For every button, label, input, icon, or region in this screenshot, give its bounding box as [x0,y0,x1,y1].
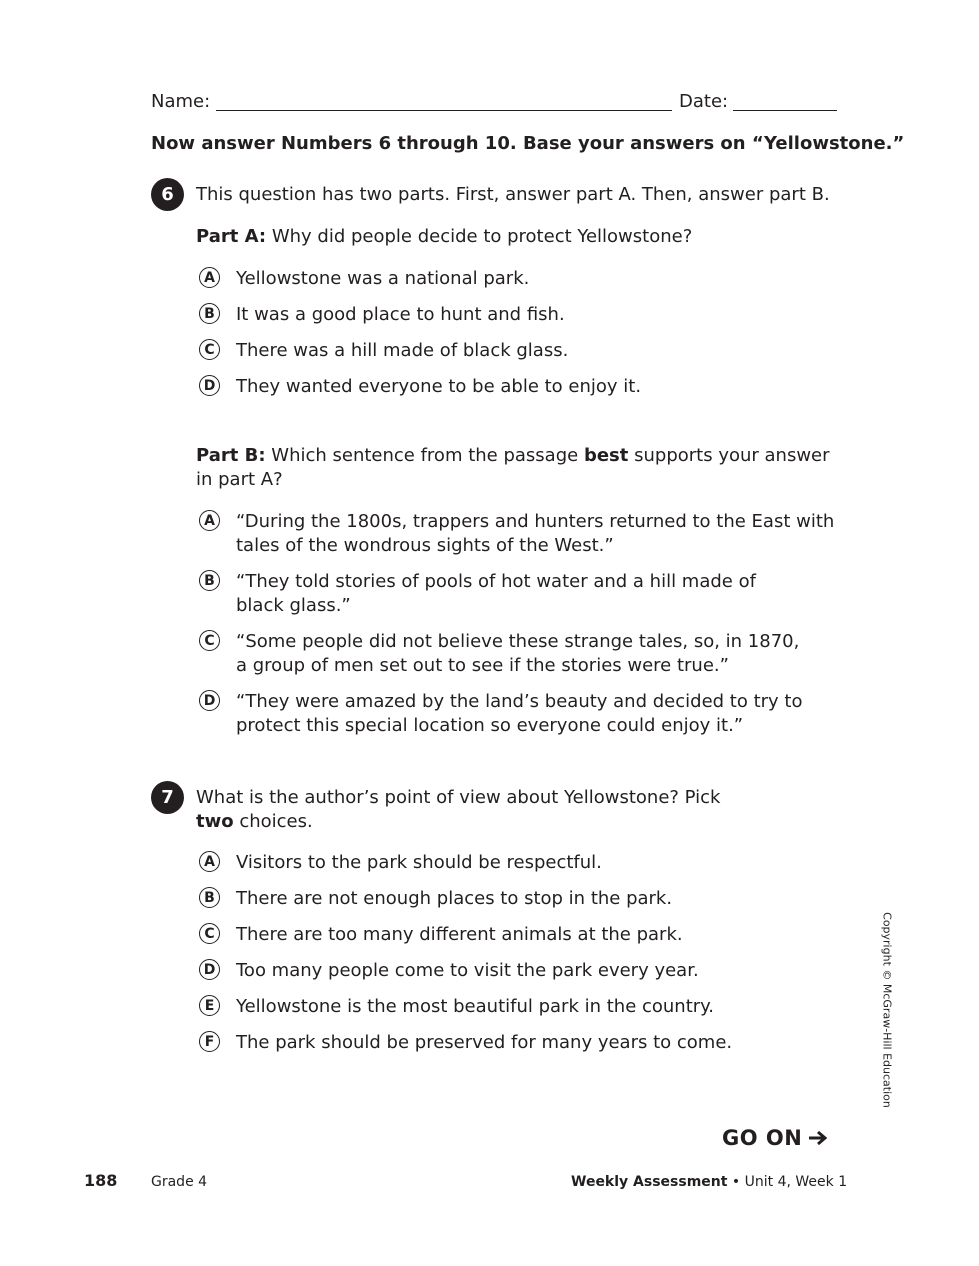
q7-option-d-bubble[interactable]: D [199,959,220,980]
q7-option-f-bubble[interactable]: F [199,1031,220,1052]
go-on-label: GO ON [722,1126,803,1150]
question-7-prompt-line2 [196,810,313,834]
q6b-option-c-bubble[interactable]: C [199,630,220,651]
q6a-option-b-text: It was a good place to hunt and fish. [236,304,565,325]
q6a-option-a-text: Yellowstone was a national park. [236,268,530,289]
q7-option-a-text: Visitors to the park should be respectful. [236,852,602,873]
q6b-option-b-line2: black glass.” [236,595,351,616]
q6a-option-a-bubble[interactable]: A [199,267,220,288]
copyright-notice: Copyright © McGraw-Hill Education [880,912,894,1108]
question-7-prompt-line1: What is the author’s point of view about Yellowstone? Pick [196,787,721,808]
name-label: Name: [151,91,211,112]
part-a-question [196,225,692,249]
q6a-option-c-text: There was a hill made of black glass. [236,340,569,361]
q6a-option-c-bubble[interactable]: C [199,339,220,360]
q6b-option-c-line1: “Some people did not believe these strange tales, so, in 1870, [236,631,800,652]
q6b-option-d-line2: protect this special location so everyone could enjoy it.” [236,715,744,736]
footer-separator: • [731,1174,741,1190]
q6a-option-b-bubble[interactable]: B [199,303,220,324]
name-line[interactable] [216,110,672,111]
date-label: Date: [679,91,729,112]
grade-label: Grade 4 [151,1174,208,1190]
question-7-prompt-rest: choices. [239,811,313,832]
q6b-option-d-bubble[interactable]: D [199,690,220,711]
part-b-text-line2: in part A? [196,469,283,490]
q7-option-c-bubble[interactable]: C [199,923,220,944]
q7-option-c-text: There are too many different animals at the park. [236,924,683,945]
part-a-label: Part A: [196,226,267,247]
q6a-option-d-bubble[interactable]: D [199,375,220,396]
q6b-option-b-bubble[interactable]: B [199,570,220,591]
assessment-title: Weekly Assessment [571,1174,728,1190]
question-7-emphasis: two [196,811,234,832]
part-b-emphasis: best [583,445,629,466]
unit-week-label: Unit 4, Week 1 [744,1174,848,1190]
q7-option-e-text: Yellowstone is the most beautiful park in the country. [236,996,714,1017]
q7-option-e-bubble[interactable]: E [199,995,220,1016]
q6b-option-a-line1: “During the 1800s, trappers and hunters returned to the East with [236,511,835,532]
page-number: 188 [84,1171,118,1190]
q6b-option-a-line2: tales of the wondrous sights of the West.” [236,535,614,556]
part-a-text: Why did people decide to protect Yellowstone? [271,226,693,247]
q7-option-a-bubble[interactable]: A [199,851,220,872]
question-7-number: 7 [151,781,184,814]
q6b-option-d-line1: “They were amazed by the land’s beauty and decided to try to [236,691,803,712]
q7-option-b-bubble[interactable]: B [199,887,220,908]
q6b-option-a-bubble[interactable]: A [199,510,220,531]
q7-option-b-text: There are not enough places to stop in the park. [236,888,673,909]
q6b-option-c-line2: a group of men set out to see if the stories were true.” [236,655,729,676]
part-b-text-before: Which sentence from the passage [271,445,579,466]
q6a-option-d-text: They wanted everyone to be able to enjoy it. [236,376,642,397]
question-6-prompt: This question has two parts. First, answer part A. Then, answer part B. [196,184,830,205]
q7-option-d-text: Too many people come to visit the park every year. [236,960,699,981]
part-b-text-after: supports your answer [634,445,830,466]
go-on-indicator [722,1126,828,1150]
q7-option-f-text: The park should be preserved for many years to come. [236,1032,733,1053]
part-b-question [196,444,830,468]
date-line[interactable] [733,110,837,111]
instruction-text: Now answer Numbers 6 through 10. Base your answers on “Yellowstone.” [151,133,905,154]
arrow-right-icon [808,1130,828,1146]
assessment-info [571,1173,847,1191]
part-b-label: Part B: [196,445,266,466]
question-6-number: 6 [151,178,184,211]
q6b-option-b-line1: “They told stories of pools of hot water and a hill made of [236,571,756,592]
